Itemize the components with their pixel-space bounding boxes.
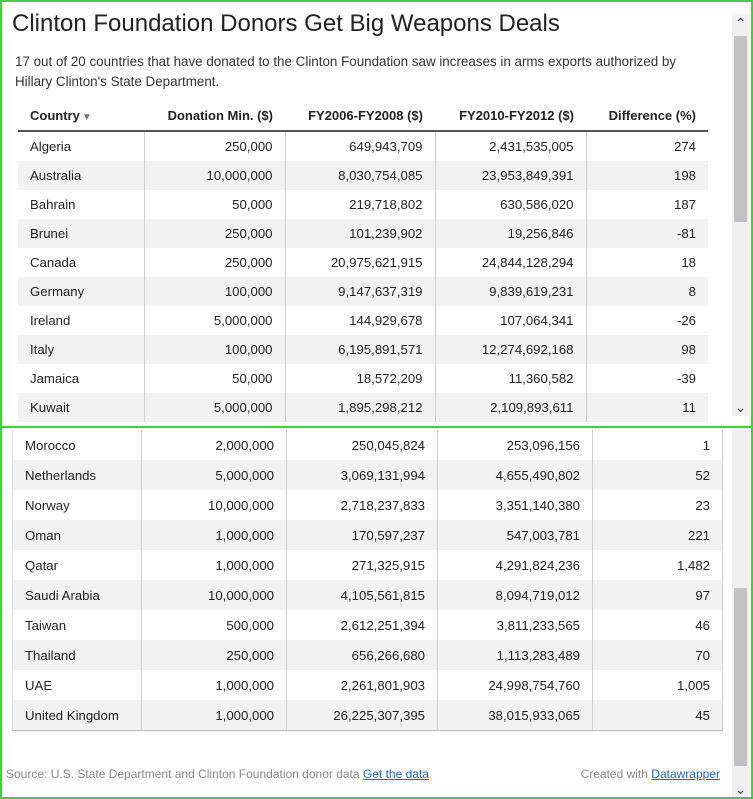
- source-text: Source: U.S. State Department and Clinton Foundation donor data: [6, 767, 360, 781]
- value-cell: 10,000,000: [142, 580, 287, 610]
- value-cell: 2,109,893,611: [435, 393, 586, 422]
- value-cell: 1: [593, 430, 723, 460]
- value-cell: 4,291,824,236: [438, 550, 593, 580]
- created-with-text: Created with: [580, 767, 648, 781]
- country-cell: Kuwait: [18, 393, 144, 422]
- value-cell: 144,929,678: [285, 306, 435, 335]
- column-header-fy2010-fy2012[interactable]: FY2010-FY2012 ($): [435, 101, 586, 131]
- bottom-chart-frame: [0, 426, 753, 799]
- value-cell: 221: [593, 520, 723, 550]
- table-row: [13, 460, 723, 490]
- column-header-difference[interactable]: Difference (%): [586, 101, 708, 131]
- country-cell: Italy: [18, 335, 144, 364]
- value-cell: 6,195,891,571: [285, 335, 435, 364]
- value-cell: 4,655,490,802: [438, 460, 593, 490]
- value-cell: 18: [586, 248, 708, 277]
- value-cell: 271,325,915: [287, 550, 438, 580]
- value-cell: 50,000: [144, 364, 285, 393]
- country-cell: Algeria: [30, 139, 72, 154]
- country-cell: Brunei: [18, 219, 144, 248]
- country-cell: Morocco: [25, 437, 76, 453]
- chart-title: Clinton Foundation Donors Get Big Weapons Deals: [12, 10, 560, 37]
- table-row: [18, 219, 708, 248]
- value-cell: 50,000: [144, 190, 285, 219]
- credit-note: [581, 767, 720, 781]
- table-row: [13, 490, 723, 520]
- country-cell: Oman: [13, 520, 142, 550]
- value-cell: 10,000,000: [144, 161, 285, 190]
- value-cell: -81: [586, 219, 708, 248]
- country-cell: Ireland: [30, 313, 71, 328]
- value-cell: 1,000,000: [142, 700, 287, 731]
- column-header-fy2006-fy2008[interactable]: FY2006-FY2008 ($): [285, 101, 435, 131]
- vertical-scrollbar-top[interactable]: [732, 14, 749, 416]
- value-cell: 253,096,156: [438, 430, 593, 460]
- value-cell: 649,943,709: [285, 131, 435, 161]
- value-cell: 100,000: [144, 277, 285, 306]
- value-cell: 9,839,619,231: [435, 277, 586, 306]
- value-cell: 11: [586, 393, 708, 422]
- scrollbar-thumb[interactable]: [734, 588, 747, 766]
- table-row: [18, 161, 708, 190]
- get-the-data-link[interactable]: Get the data: [362, 767, 429, 781]
- value-cell: 250,000: [144, 131, 285, 161]
- scroll-up-icon[interactable]: ⌃: [734, 15, 747, 31]
- value-cell: 250,000: [144, 219, 285, 248]
- table-header-row: [18, 101, 708, 131]
- source-note: [6, 767, 429, 781]
- table-row: [18, 190, 708, 219]
- table-row: [13, 550, 723, 580]
- value-cell: 11,360,582: [435, 364, 586, 393]
- datawrapper-link[interactable]: Datawrapper: [651, 767, 720, 781]
- table-row: [13, 430, 723, 460]
- value-cell: 3,069,131,994: [287, 460, 438, 490]
- value-cell: 547,003,781: [438, 520, 593, 550]
- value-cell: 10,000,000: [142, 490, 287, 520]
- value-cell: -26: [586, 306, 708, 335]
- value-cell: -39: [586, 364, 708, 393]
- country-cell: Netherlands: [13, 460, 142, 490]
- value-cell: 198: [586, 161, 708, 190]
- scroll-down-icon[interactable]: ⌄: [734, 781, 747, 797]
- value-cell: 4,105,561,815: [287, 580, 438, 610]
- value-cell: 97: [593, 580, 723, 610]
- country-cell: Taiwan: [25, 617, 67, 633]
- value-cell: 1,482: [593, 550, 723, 580]
- value-cell: 107,064,341: [435, 306, 586, 335]
- country-cell: Saudi Arabia: [13, 580, 142, 610]
- value-cell: 5,000,000: [144, 306, 285, 335]
- value-cell: 250,000: [144, 248, 285, 277]
- value-cell: 250,045,824: [287, 430, 438, 460]
- value-cell: 8,094,719,012: [438, 580, 593, 610]
- value-cell: 2,612,251,394: [287, 610, 438, 640]
- country-cell: UAE: [25, 677, 53, 693]
- column-header-donation-min[interactable]: Donation Min. ($): [144, 101, 285, 131]
- value-cell: 1,005: [593, 670, 723, 700]
- value-cell: 170,597,237: [287, 520, 438, 550]
- value-cell: 630,586,020: [435, 190, 586, 219]
- sort-down-icon[interactable]: ▼: [81, 112, 92, 123]
- value-cell: 18,572,209: [285, 364, 435, 393]
- table-row: [18, 306, 708, 335]
- country-cell: Bahrain: [30, 197, 76, 212]
- donors-table-top: [18, 101, 708, 422]
- value-cell: 8,030,754,085: [285, 161, 435, 190]
- table-row: [13, 640, 723, 670]
- value-cell: 2,261,801,903: [287, 670, 438, 700]
- country-cell: Canada: [30, 255, 77, 270]
- value-cell: 23,953,849,391: [435, 161, 586, 190]
- table-row: [18, 335, 708, 364]
- value-cell: 20,975,621,915: [285, 248, 435, 277]
- table-row: [18, 248, 708, 277]
- country-cell: United Kingdom: [13, 700, 142, 731]
- value-cell: 187: [586, 190, 708, 219]
- value-cell: 656,266,680: [287, 640, 438, 670]
- table-row: [13, 700, 723, 731]
- value-cell: 5,000,000: [142, 460, 287, 490]
- value-cell: 45: [593, 700, 723, 731]
- value-cell: 23: [593, 490, 723, 520]
- value-cell: 8: [586, 277, 708, 306]
- value-cell: 70: [593, 640, 723, 670]
- table-row: [18, 364, 708, 393]
- value-cell: 500,000: [142, 610, 287, 640]
- vertical-scrollbar-bottom[interactable]: [732, 428, 749, 799]
- value-cell: 98: [586, 335, 708, 364]
- value-cell: 26,225,307,395: [287, 700, 438, 731]
- table-row: [13, 670, 723, 700]
- value-cell: 24,844,128,294: [435, 248, 586, 277]
- table-row: [13, 610, 723, 640]
- chart-subtitle: 17 out of 20 countries that have donated to the Clinton Foundation saw increases in arms exports authorized by Hillary Clinton's State Department.: [15, 54, 677, 89]
- value-cell: 46: [593, 610, 723, 640]
- scroll-down-icon[interactable]: ⌄: [734, 399, 747, 415]
- table-row: [18, 393, 708, 422]
- table-row: [13, 580, 723, 610]
- value-cell: 2,431,535,005: [435, 131, 586, 161]
- value-cell: 24,998,754,760: [438, 670, 593, 700]
- table-body-top: [18, 131, 708, 422]
- value-cell: 1,000,000: [142, 670, 287, 700]
- value-cell: 2,000,000: [142, 430, 287, 460]
- value-cell: 2,718,237,833: [287, 490, 438, 520]
- value-cell: 219,718,802: [285, 190, 435, 219]
- value-cell: 3,811,233,565: [438, 610, 593, 640]
- value-cell: 9,147,637,319: [285, 277, 435, 306]
- value-cell: 1,000,000: [142, 550, 287, 580]
- value-cell: 250,000: [142, 640, 287, 670]
- column-header-country[interactable]: Country ▼: [18, 101, 144, 131]
- scrollbar-thumb[interactable]: [734, 36, 747, 222]
- country-cell: Australia: [18, 161, 144, 190]
- value-cell: 1,113,283,489: [438, 640, 593, 670]
- country-cell: Jamaica: [30, 371, 80, 386]
- value-cell: 38,015,933,065: [438, 700, 593, 731]
- value-cell: 1,000,000: [142, 520, 287, 550]
- value-cell: 19,256,846: [435, 219, 586, 248]
- country-cell: Norway: [25, 497, 70, 513]
- country-cell: Thailand: [13, 640, 142, 670]
- value-cell: 100,000: [144, 335, 285, 364]
- country-cell: Germany: [18, 277, 144, 306]
- table-row: [13, 520, 723, 550]
- table-row: [18, 131, 708, 161]
- table-body-bottom: [13, 430, 723, 731]
- table-row: [18, 277, 708, 306]
- country-cell: Qatar: [25, 557, 58, 573]
- value-cell: 52: [593, 460, 723, 490]
- value-cell: 101,239,902: [285, 219, 435, 248]
- donors-table-bottom: [12, 430, 723, 731]
- value-cell: 5,000,000: [144, 393, 285, 422]
- value-cell: 1,895,298,212: [285, 393, 435, 422]
- value-cell: 274: [586, 131, 708, 161]
- value-cell: 3,351,140,380: [438, 490, 593, 520]
- value-cell: 12,274,692,168: [435, 335, 586, 364]
